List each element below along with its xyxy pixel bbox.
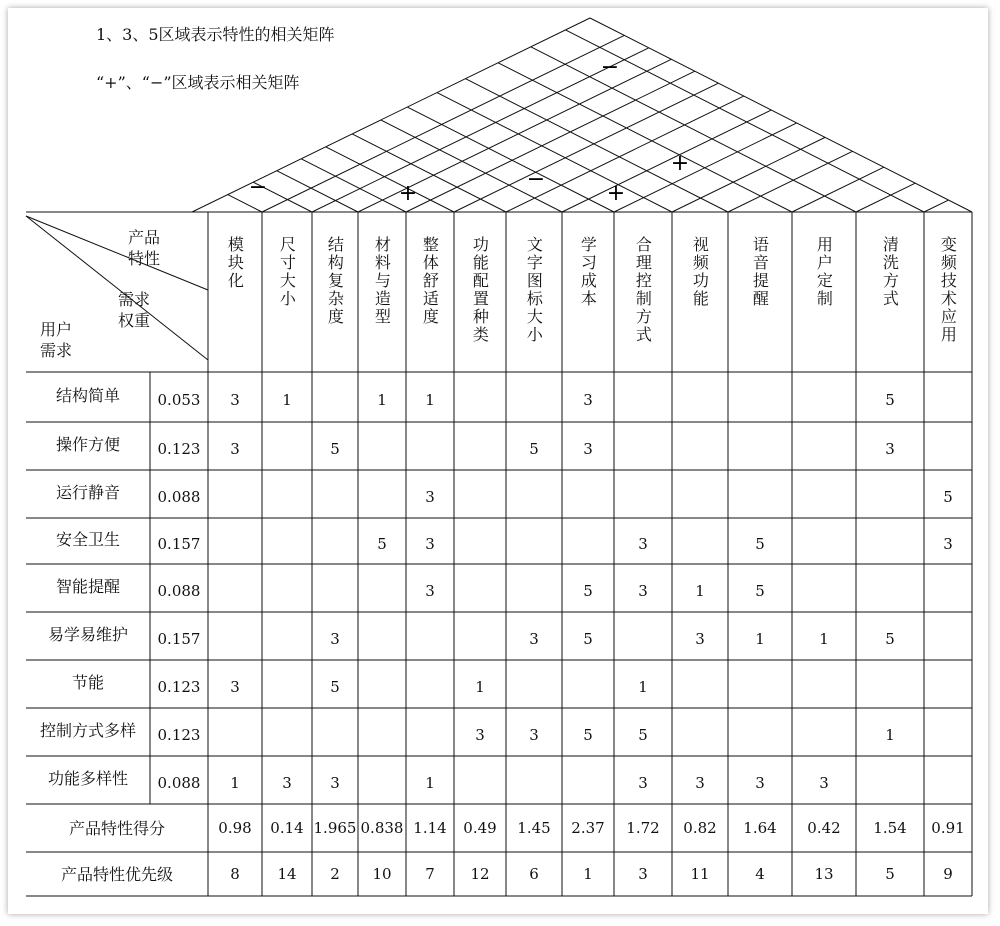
- relation-value: 3: [695, 630, 705, 648]
- requirement-weight: 0.123: [157, 678, 201, 696]
- requirement-name: 智能提醒: [55, 577, 120, 596]
- requirement-name: 运行静音: [55, 483, 120, 502]
- relation-value: 1: [425, 774, 435, 792]
- priority-value: 10: [372, 865, 392, 883]
- characteristic-header: 清洗方式: [880, 236, 900, 308]
- priority-value: 11: [690, 865, 710, 883]
- relation-value: 5: [638, 726, 648, 744]
- negative-correlation-mark: −: [600, 55, 620, 80]
- relation-value: 5: [330, 440, 340, 458]
- relation-value: 3: [583, 391, 593, 409]
- requirement-weight: 0.053: [157, 391, 201, 409]
- priority-value: 7: [425, 865, 435, 883]
- relation-value: 3: [529, 630, 539, 648]
- priority-row-label: 产品特性优先级: [60, 865, 173, 884]
- relation-value: 1: [282, 391, 292, 409]
- note-line-1: 1、3、5区域表示特性的相关矩阵: [96, 25, 335, 44]
- relation-value: 3: [330, 630, 340, 648]
- positive-correlation-mark: +: [398, 181, 418, 206]
- grid-line: [562, 110, 771, 212]
- positive-correlation-mark: +: [606, 181, 626, 206]
- relation-value: 3: [529, 726, 539, 744]
- relation-value: 5: [885, 391, 895, 409]
- score-row-label: 产品特性得分: [68, 819, 165, 838]
- grid-line: [672, 137, 825, 212]
- relation-value: 1: [695, 582, 705, 600]
- relation-value: 1: [425, 391, 435, 409]
- corner-user-label: 用户 需求: [40, 320, 73, 360]
- priority-value: 13: [814, 865, 834, 883]
- characteristic-header: 结构复杂度: [325, 236, 345, 326]
- requirement-name: 易学易维护: [47, 625, 128, 644]
- characteristic-header: 功能配置种类: [470, 236, 490, 344]
- characteristic-header: 用户定制: [814, 236, 834, 308]
- grid-line: [312, 48, 649, 212]
- requirement-weight: 0.157: [157, 535, 201, 553]
- negative-correlation-mark: −: [248, 175, 268, 200]
- relation-value: 3: [943, 535, 953, 553]
- relation-value: 5: [885, 630, 895, 648]
- grid-line: [26, 216, 208, 290]
- score-value: 1.45: [517, 819, 551, 837]
- grid-line: [262, 35, 624, 212]
- score-value: 0.98: [218, 819, 252, 837]
- relation-value: 3: [330, 774, 340, 792]
- grid-line: [924, 200, 948, 212]
- relation-value: 3: [638, 582, 648, 600]
- relation-value: 1: [638, 678, 648, 696]
- relation-value: 3: [425, 488, 435, 506]
- relation-value: 3: [638, 535, 648, 553]
- relation-value: 5: [943, 488, 953, 506]
- characteristic-header: 视频功能: [690, 236, 710, 308]
- relation-value: 3: [230, 678, 240, 696]
- score-value: 1.14: [413, 819, 447, 837]
- requirement-name: 节能: [71, 673, 104, 692]
- relation-value: 5: [583, 630, 593, 648]
- priority-value: 1: [583, 865, 593, 883]
- score-value: 0.14: [270, 819, 304, 837]
- priority-value: 4: [755, 865, 765, 883]
- score-value: 0.838: [360, 819, 404, 837]
- score-value: 1.64: [743, 819, 777, 837]
- grid-line: [454, 83, 718, 212]
- characteristic-header: 模块化: [225, 236, 245, 290]
- requirement-name: 结构简单: [55, 386, 120, 405]
- grid-line: [437, 93, 672, 212]
- relation-value: 3: [230, 440, 240, 458]
- priority-value: 6: [529, 865, 539, 883]
- characteristic-header: 材料与造型: [372, 236, 392, 326]
- relation-value: 1: [230, 774, 240, 792]
- characteristic-header: 语音提醒: [750, 236, 770, 308]
- relation-value: 1: [819, 630, 829, 648]
- relation-value: 3: [695, 774, 705, 792]
- characteristic-header: 变频技术应用: [938, 236, 958, 344]
- grid-line: [856, 183, 915, 212]
- priority-value: 8: [230, 865, 240, 883]
- score-value: 1.72: [626, 819, 660, 837]
- grid-line: [326, 147, 454, 212]
- requirement-name: 操作方便: [55, 435, 120, 454]
- priority-value: 9: [943, 865, 953, 883]
- requirement-weight: 0.123: [157, 726, 201, 744]
- relation-value: 5: [583, 582, 593, 600]
- relation-value: 3: [583, 440, 593, 458]
- requirement-name: 控制方式多样: [39, 721, 136, 740]
- characteristic-header: 文字图标大小: [524, 236, 544, 344]
- relation-value: 1: [475, 678, 485, 696]
- relation-value: 3: [885, 440, 895, 458]
- priority-value: 3: [638, 865, 648, 883]
- relation-value: 3: [425, 535, 435, 553]
- relation-value: 5: [377, 535, 387, 553]
- grid-line: [277, 171, 358, 212]
- requirement-weight: 0.088: [157, 488, 201, 506]
- corner-product-label: 产品 特性: [128, 228, 161, 268]
- score-value: 0.82: [683, 819, 717, 837]
- requirement-name: 安全卫生: [55, 530, 120, 549]
- negative-correlation-mark: −: [526, 167, 546, 192]
- grid-line: [465, 79, 728, 212]
- note-line-2: “+”、“−”区域表示相关矩阵: [96, 73, 300, 92]
- requirement-weight: 0.088: [157, 582, 201, 600]
- characteristic-header: 合理控制方式: [633, 236, 653, 344]
- score-value: 1.965: [313, 819, 357, 837]
- requirement-weight: 0.088: [157, 774, 201, 792]
- score-value: 0.49: [463, 819, 497, 837]
- relation-value: 1: [377, 391, 387, 409]
- positive-correlation-mark: +: [670, 151, 690, 176]
- relation-value: 3: [282, 774, 292, 792]
- relation-value: 1: [885, 726, 895, 744]
- relation-value: 5: [755, 535, 765, 553]
- relation-value: 3: [755, 774, 765, 792]
- relation-value: 3: [475, 726, 485, 744]
- priority-value: 12: [470, 865, 490, 883]
- requirement-weight: 0.123: [157, 440, 201, 458]
- relation-value: 3: [819, 774, 829, 792]
- relation-value: 3: [638, 774, 648, 792]
- requirement-weight: 0.157: [157, 630, 201, 648]
- priority-value: 14: [277, 865, 297, 883]
- characteristic-header: 尺寸大小: [277, 236, 297, 308]
- relation-value: 3: [230, 391, 240, 409]
- score-value: 0.91: [931, 819, 965, 837]
- relation-value: 5: [330, 678, 340, 696]
- grid-line: [728, 151, 853, 212]
- score-value: 2.37: [571, 819, 605, 837]
- corner-weight-label: 需求 权重: [118, 290, 151, 330]
- relation-value: 5: [529, 440, 539, 458]
- characteristic-header: 整体舒适度: [420, 236, 440, 326]
- characteristic-header: 学习成本: [578, 236, 598, 308]
- relation-value: 1: [755, 630, 765, 648]
- requirement-name: 功能多样性: [47, 769, 128, 788]
- score-value: 1.54: [873, 819, 907, 837]
- priority-value: 2: [330, 865, 340, 883]
- score-value: 0.42: [807, 819, 841, 837]
- relation-value: 5: [583, 726, 593, 744]
- priority-value: 5: [885, 865, 895, 883]
- relation-value: 3: [425, 582, 435, 600]
- relation-value: 5: [755, 582, 765, 600]
